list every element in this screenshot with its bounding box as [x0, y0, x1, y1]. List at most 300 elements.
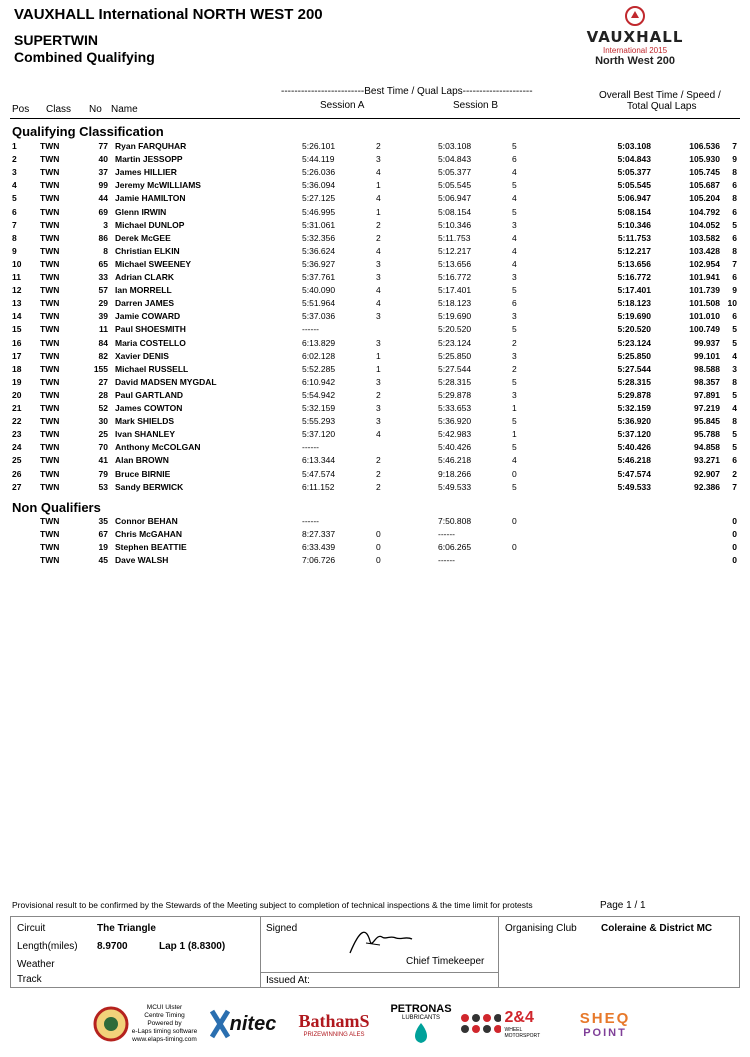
- session-b-laps-cell: 5: [512, 324, 517, 335]
- session-a-time-cell: 5:26.036: [302, 167, 336, 178]
- table-row: [0, 364, 750, 377]
- two-four-logo: [460, 996, 556, 1052]
- table-row: [0, 351, 750, 364]
- session-a-time-cell: 5:40.090: [302, 285, 336, 296]
- table-row: [0, 220, 750, 233]
- overall-speed-cell: 100.749: [689, 324, 720, 335]
- number-cell: 41: [98, 455, 108, 466]
- overall-best-time-cell: 5:28.315: [617, 376, 651, 387]
- table-row: [0, 542, 750, 555]
- number-cell: 39: [98, 311, 108, 322]
- session-b-time-cell: 5:12.217: [438, 245, 472, 256]
- session-b-time-cell: ------: [438, 529, 455, 540]
- session-b-laps-cell: 0: [512, 468, 517, 479]
- session-b-laps-cell: 1: [512, 403, 517, 413]
- table-row: [0, 403, 750, 416]
- session-b-laps-cell: 6: [512, 154, 517, 165]
- overall-header-1: Overall Best Time / Speed /: [599, 90, 721, 101]
- total-laps-cell: 6: [732, 232, 737, 243]
- pos-cell: 11: [12, 272, 21, 282]
- rider-name-cell: Jamie HAMILTON: [115, 193, 186, 204]
- overall-speed-cell: 101.010: [689, 311, 720, 322]
- number-cell: 25: [98, 429, 108, 440]
- rider-name-cell: Ryan FARQUHAR: [115, 141, 187, 151]
- number-cell: 8: [103, 245, 108, 256]
- total-laps-cell: 6: [732, 206, 737, 217]
- petronas-drop-icon: [409, 1021, 433, 1045]
- session-a-laps-cell: 1: [376, 350, 381, 361]
- session-b-time-cell: 5:05.377: [438, 167, 472, 178]
- class-header: Class: [46, 104, 72, 115]
- session-a-header: Session A: [320, 100, 365, 111]
- number-cell: 69: [98, 206, 108, 217]
- overall-best-time-cell: 5:17.401: [617, 285, 651, 296]
- session-a-laps-cell: 4: [376, 285, 381, 296]
- overall-best-time-cell: 5:32.159: [617, 403, 651, 413]
- mcui-line-4: e-Laps timing software: [131, 1028, 198, 1035]
- session-b-time-cell: 5:08.154: [438, 206, 472, 217]
- total-laps-cell: 5: [732, 442, 737, 453]
- table-row: [0, 285, 750, 298]
- petronas-text: PETRONAS: [390, 1003, 452, 1015]
- session-b-time-cell: ------: [438, 555, 455, 566]
- total-laps-cell: 6: [732, 272, 737, 282]
- number-cell: 40: [98, 154, 108, 165]
- bathams-logo: [286, 996, 382, 1052]
- session-a-time-cell: 5:36.927: [302, 258, 336, 269]
- overall-best-time-cell: 5:05.545: [617, 180, 651, 191]
- overall-speed-cell: 101.508: [689, 298, 720, 309]
- number-cell: 45: [98, 555, 108, 566]
- non-qualifiers-section-title: Non Qualifiers: [12, 500, 101, 515]
- total-laps-cell: 5: [732, 389, 737, 400]
- session-b-time-cell: 5:19.690: [438, 311, 472, 322]
- session-a-time-cell: 6:11.152: [302, 481, 335, 492]
- total-laps-cell: 4: [732, 403, 737, 413]
- session-a-time-cell: 5:32.159: [302, 403, 336, 413]
- session-b-time-cell: 5:40.426: [438, 442, 472, 453]
- overall-speed-cell: 92.907: [694, 468, 720, 479]
- session-b-time-cell: 5:06.947: [438, 193, 472, 204]
- number-cell: 77: [98, 141, 108, 151]
- session-b-laps-cell: 4: [512, 167, 517, 178]
- overall-best-time-cell: 5:18.123: [617, 298, 651, 309]
- number-cell: 27: [98, 376, 108, 387]
- total-laps-cell: 5: [732, 337, 737, 348]
- rider-name-cell: Paul GARTLAND: [115, 389, 183, 400]
- sheq-text: SHEQ: [579, 1009, 631, 1027]
- session-a-laps-cell: 2: [376, 389, 381, 400]
- class-cell: TWN: [40, 555, 60, 566]
- session-a-time-cell: 5:52.285: [302, 363, 336, 374]
- overall-speed-cell: 98.588: [694, 363, 720, 374]
- issued-at-label: Issued At:: [266, 975, 310, 986]
- class-cell: TWN: [40, 403, 60, 413]
- overall-speed-cell: 99.101: [694, 350, 720, 361]
- session-a-laps-cell: 3: [376, 337, 381, 348]
- session-a-laps-cell: 3: [376, 376, 381, 387]
- overall-best-time-cell: 5:16.772: [617, 272, 651, 282]
- overall-speed-cell: 105.745: [689, 167, 720, 178]
- rider-name-cell: Stephen BEATTIE: [115, 542, 187, 553]
- pos-cell: 3: [12, 167, 17, 178]
- session-a-laps-cell: 4: [376, 298, 381, 309]
- class-cell: TWN: [40, 245, 60, 256]
- session-a-time-cell: 5:31.061: [302, 219, 336, 230]
- nitec-logo: [204, 996, 282, 1052]
- total-laps-cell: 10: [727, 298, 737, 309]
- pos-cell: 18: [12, 363, 22, 374]
- total-laps-cell: 8: [732, 245, 737, 256]
- total-laps-cell: 3: [732, 363, 737, 374]
- session-a-time-cell: 5:37.120: [302, 429, 336, 440]
- mcui-line-3: Powered by: [147, 1020, 182, 1027]
- session-a-time-cell: 5:36.624: [302, 245, 336, 256]
- rider-name-cell: Derek McGEE: [115, 232, 171, 243]
- overall-best-time-cell: 5:27.544: [617, 363, 651, 374]
- table-row: [0, 272, 750, 285]
- pos-cell: 17: [12, 350, 22, 361]
- session-a-laps-cell: 1: [376, 206, 381, 217]
- class-cell: TWN: [40, 324, 60, 335]
- mcui-logo: [90, 996, 200, 1052]
- bathams-text: BathamS: [298, 1010, 370, 1031]
- table-row: [0, 246, 750, 259]
- session-a-laps-cell: 4: [376, 167, 381, 178]
- number-cell: 65: [98, 258, 108, 269]
- mcui-line-1: MCUI Ulster: [146, 1004, 183, 1011]
- number-cell: 53: [98, 481, 108, 492]
- rider-name-cell: James COWTON: [115, 403, 183, 413]
- total-laps-cell: 9: [732, 285, 737, 296]
- session-a-laps-cell: 3: [376, 154, 381, 165]
- pos-cell: 9: [12, 245, 17, 256]
- overall-best-time-cell: 5:19.690: [617, 311, 651, 322]
- overall-speed-cell: 102.954: [689, 258, 720, 269]
- rider-name-cell: Alan BROWN: [115, 455, 169, 466]
- session-a-time-cell: ------: [302, 442, 319, 453]
- rider-name-cell: Mark SHIELDS: [115, 416, 175, 427]
- session-b-laps-cell: 0: [512, 516, 517, 526]
- overall-best-time-cell: 5:11.753: [617, 232, 651, 243]
- overall-best-time-cell: 5:12.217: [617, 245, 651, 256]
- two-four-dots-icon: [460, 1013, 501, 1035]
- overall-speed-cell: 99.937: [694, 337, 720, 348]
- table-row: [0, 429, 750, 442]
- document-title: VAUXHALL International NORTH WEST 200: [14, 6, 323, 23]
- table-row: [0, 469, 750, 482]
- pos-cell: 5: [12, 193, 17, 204]
- sponsor-strip: [90, 996, 650, 1052]
- session-a-laps-cell: 3: [376, 403, 381, 413]
- overall-header-2: Total Qual Laps: [627, 101, 697, 112]
- weather-label: Weather: [17, 959, 55, 970]
- length-value: 8.9700: [97, 941, 128, 952]
- session-a-laps-cell: 2: [376, 232, 381, 243]
- overall-speed-cell: 103.428: [689, 245, 720, 256]
- total-laps-cell: 7: [732, 258, 737, 269]
- number-cell: 52: [98, 403, 108, 413]
- session-b-laps-cell: 4: [512, 258, 517, 269]
- pos-cell: 2: [12, 154, 17, 165]
- overall-best-time-cell: 5:46.218: [617, 455, 651, 466]
- session-b-time-cell: 5:18.123: [438, 298, 472, 309]
- class-cell: TWN: [40, 468, 60, 479]
- signed-label: Signed: [266, 923, 298, 934]
- pos-cell: 15: [12, 324, 22, 335]
- session-b-time-cell: 5:04.843: [438, 154, 472, 165]
- session-a-laps-cell: 4: [376, 193, 381, 204]
- sheq-sub: POINT: [583, 1026, 627, 1039]
- number-cell: 70: [98, 442, 108, 453]
- rider-name-cell: Martin JESSOPP: [115, 154, 183, 165]
- rider-name-cell: Paul SHOESMITH: [115, 324, 186, 335]
- table-row: [0, 193, 750, 206]
- overall-best-time-cell: 5:49.533: [617, 481, 651, 492]
- overall-best-time-cell: 5:36.920: [617, 416, 651, 427]
- pos-cell: 7: [12, 219, 17, 230]
- table-row: [0, 555, 750, 568]
- chief-timekeeper-label: Chief Timekeeper: [406, 956, 485, 967]
- class-title: SUPERTWIN: [14, 32, 98, 48]
- rider-name-cell: Michael SWEENEY: [115, 258, 192, 269]
- overall-speed-cell: 92.386: [694, 481, 720, 492]
- page-number: Page 1 / 1: [600, 900, 646, 911]
- session-a-laps-cell: 1: [376, 363, 381, 374]
- class-cell: TWN: [40, 219, 60, 230]
- rider-name-cell: Anthony McCOLGAN: [115, 442, 201, 453]
- session-b-time-cell: 5:13.656: [438, 258, 472, 269]
- session-b-time-cell: 6:06.265: [438, 542, 472, 553]
- logo-event: North West 200: [595, 55, 675, 67]
- petronas-logo: [386, 996, 456, 1052]
- overall-speed-cell: 95.845: [694, 416, 720, 427]
- session-a-laps-cell: 4: [376, 429, 381, 440]
- table-row: [0, 482, 750, 495]
- session-b-time-cell: 5:27.544: [438, 363, 472, 374]
- session-a-time-cell: ------: [302, 516, 319, 526]
- session-b-laps-cell: 5: [512, 141, 517, 151]
- total-laps-cell: 8: [732, 376, 737, 387]
- nitec-x-icon: [210, 1009, 230, 1039]
- class-cell: TWN: [40, 429, 60, 440]
- session-b-laps-cell: 3: [512, 219, 517, 230]
- rider-name-cell: Ian MORRELL: [115, 285, 172, 296]
- pos-cell: 10: [12, 258, 22, 269]
- class-cell: TWN: [40, 298, 60, 309]
- length-label: Length(miles): [17, 941, 78, 952]
- pos-cell: 4: [12, 180, 17, 191]
- number-cell: 99: [98, 180, 108, 191]
- rider-name-cell: Michael DUNLOP: [115, 219, 185, 230]
- number-cell: 28: [98, 389, 108, 400]
- rider-name-cell: Connor BEHAN: [115, 516, 178, 526]
- pos-cell: 26: [12, 468, 22, 479]
- session-b-laps-cell: 5: [512, 285, 517, 296]
- rider-name-cell: Jeremy McWILLIAMS: [115, 180, 201, 191]
- session-b-laps-cell: 0: [512, 542, 517, 553]
- class-cell: TWN: [40, 311, 60, 322]
- session-b-laps-cell: 5: [512, 416, 517, 427]
- session-b-laps-cell: 6: [512, 298, 517, 309]
- organising-club-label: Organising Club: [505, 923, 577, 934]
- overall-speed-cell: 93.271: [694, 455, 720, 466]
- petronas-sub: LUBRICANTS: [401, 1015, 440, 1021]
- session-b-laps-cell: 2: [512, 363, 517, 374]
- session-b-time-cell: 5:10.346: [438, 219, 472, 230]
- class-cell: TWN: [40, 389, 60, 400]
- session-b-laps-cell: 2: [512, 337, 517, 348]
- overall-best-time-cell: 5:25.850: [617, 350, 651, 361]
- total-laps-cell: 0: [732, 516, 737, 526]
- session-a-time-cell: ------: [302, 324, 319, 335]
- session-a-time-cell: 5:37.761: [302, 272, 336, 282]
- overall-best-time-cell: 5:29.878: [617, 389, 651, 400]
- session-b-time-cell: 5:28.315: [438, 376, 472, 387]
- rider-name-cell: Glenn IRWIN: [115, 206, 167, 217]
- class-cell: TWN: [40, 232, 60, 243]
- total-laps-cell: 9: [732, 154, 737, 165]
- rider-name-cell: Ivan SHANLEY: [115, 429, 175, 440]
- class-cell: TWN: [40, 442, 60, 453]
- pos-cell: 22: [12, 416, 22, 427]
- session-a-time-cell: 5:47.574: [302, 468, 336, 479]
- pos-cell: 20: [12, 389, 22, 400]
- session-b-time-cell: 5:46.218: [438, 455, 472, 466]
- session-a-time-cell: 5:46.995: [302, 206, 336, 217]
- overall-best-time-cell: 5:23.124: [617, 337, 651, 348]
- session-b-laps-cell: 3: [512, 311, 517, 322]
- overall-speed-cell: 104.792: [689, 206, 720, 217]
- total-laps-cell: 4: [732, 350, 737, 361]
- rider-name-cell: Chris McGAHAN: [115, 529, 183, 540]
- bathams-sub: PRIZEWINNING ALES: [303, 1031, 365, 1038]
- rider-name-cell: Maria COSTELLO: [115, 337, 186, 348]
- session-b-laps-cell: 5: [512, 442, 517, 453]
- session-b-time-cell: 5:17.401: [438, 285, 472, 296]
- rider-name-cell: James HILLIER: [115, 167, 177, 178]
- total-laps-cell: 6: [732, 311, 737, 322]
- session-b-time-cell: 5:29.878: [438, 389, 472, 400]
- session-a-laps-cell: 3: [376, 416, 381, 427]
- best-time-header: -------------------------Best Time / Qual Laps---------------------: [281, 86, 533, 97]
- rider-name-cell: Sandy BERWICK: [115, 481, 184, 492]
- session-b-laps-cell: 5: [512, 206, 517, 217]
- header-divider: [10, 118, 740, 119]
- session-a-laps-cell: 2: [376, 141, 381, 151]
- total-laps-cell: 7: [732, 141, 737, 151]
- session-b-laps-cell: 4: [512, 232, 517, 243]
- table-row: [0, 180, 750, 193]
- session-a-time-cell: 6:02.128: [302, 350, 336, 361]
- session-a-laps-cell: 3: [376, 311, 381, 322]
- session-b-laps-cell: 3: [512, 389, 517, 400]
- pos-cell: 14: [12, 311, 22, 322]
- circuit-value: The Triangle: [97, 923, 156, 934]
- table-row: [0, 167, 750, 180]
- logo-sub: International 2015: [602, 46, 668, 55]
- track-label: Track: [17, 974, 42, 985]
- overall-speed-cell: 97.219: [694, 403, 720, 413]
- table-row: [0, 338, 750, 351]
- overall-speed-cell: 94.858: [694, 442, 720, 453]
- overall-best-time-cell: 5:37.120: [617, 429, 651, 440]
- table-row: [0, 259, 750, 272]
- session-b-laps-cell: 4: [512, 455, 517, 466]
- session-b-time-cell: 5:20.520: [438, 324, 472, 335]
- table-row: [0, 442, 750, 455]
- overall-speed-cell: 95.788: [694, 429, 720, 440]
- pos-cell: 6: [12, 206, 17, 217]
- name-header: Name: [111, 104, 138, 115]
- overall-best-time-cell: 5:20.520: [617, 324, 651, 335]
- pos-cell: 27: [12, 481, 22, 492]
- session-a-time-cell: 5:44.119: [302, 154, 335, 165]
- rider-name-cell: Michael RUSSELL: [115, 363, 189, 374]
- overall-speed-cell: 101.941: [689, 272, 720, 282]
- session-b-laps-cell: 4: [512, 245, 517, 256]
- session-a-time-cell: 5:36.094: [302, 180, 336, 191]
- overall-best-time-cell: 5:05.377: [617, 167, 651, 178]
- session-b-time-cell: 5:42.983: [438, 429, 472, 440]
- pos-cell: 1: [12, 141, 17, 151]
- session-a-laps-cell: 2: [376, 481, 381, 492]
- table-row: [0, 416, 750, 429]
- pos-cell: 23: [12, 429, 22, 440]
- number-cell: 57: [98, 285, 108, 296]
- session-b-laps-cell: 5: [512, 180, 517, 191]
- class-cell: TWN: [40, 141, 60, 151]
- sheq-point-logo: [560, 996, 650, 1052]
- overall-speed-cell: 104.052: [689, 219, 720, 230]
- overall-speed-cell: 98.357: [694, 376, 720, 387]
- pos-header: Pos: [12, 104, 30, 115]
- timekeeper-signature: [346, 923, 416, 959]
- overall-best-time-cell: 5:04.843: [617, 154, 651, 165]
- session-a-laps-cell: 4: [376, 245, 381, 256]
- session-a-laps-cell: 1: [376, 180, 381, 191]
- session-a-time-cell: 6:10.942: [302, 376, 336, 387]
- overall-best-time-cell: 5:40.426: [617, 442, 651, 453]
- overall-best-time-cell: 5:10.346: [617, 219, 651, 230]
- number-cell: 67: [98, 529, 108, 540]
- session-a-laps-cell: 3: [376, 258, 381, 269]
- session-b-time-cell: 5:25.850: [438, 350, 472, 361]
- session-a-time-cell: 7:06.726: [302, 555, 336, 566]
- session-a-time-cell: 5:26.101: [302, 141, 336, 151]
- session-a-laps-cell: 0: [376, 555, 381, 566]
- session-a-laps-cell: 3: [376, 272, 381, 282]
- session-b-laps-cell: 5: [512, 376, 517, 387]
- overall-speed-cell: 105.930: [689, 154, 720, 165]
- class-cell: TWN: [40, 167, 60, 178]
- griffin-badge-icon: [625, 6, 645, 26]
- session-b-time-cell: 5:33.653: [438, 403, 472, 413]
- mcui-line-5: www.elaps-timing.com: [132, 1036, 197, 1043]
- total-laps-cell: 2: [732, 468, 737, 479]
- class-cell: TWN: [40, 337, 60, 348]
- session-a-laps-cell: 2: [376, 468, 381, 479]
- session-a-time-cell: 5:32.356: [302, 232, 336, 243]
- number-cell: 84: [98, 337, 108, 348]
- class-cell: TWN: [40, 481, 60, 492]
- total-laps-cell: 5: [732, 429, 737, 440]
- no-header: No: [89, 104, 102, 115]
- table-row: [0, 154, 750, 167]
- session-a-time-cell: 5:55.293: [302, 416, 336, 427]
- session-a-laps-cell: 2: [376, 219, 381, 230]
- total-laps-cell: 5: [732, 219, 737, 230]
